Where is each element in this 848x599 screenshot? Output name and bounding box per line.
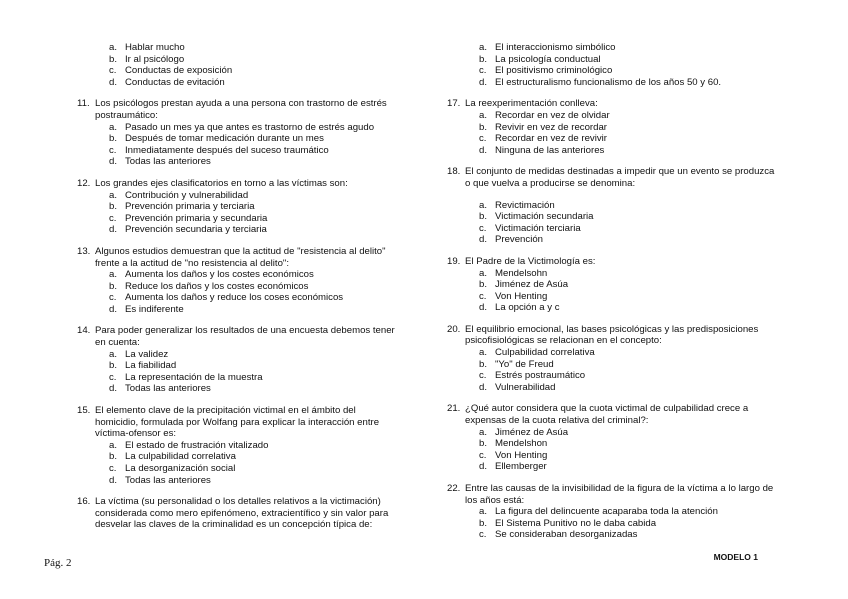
question-number: 13. xyxy=(77,245,91,257)
option-letter: c. xyxy=(109,371,117,383)
option-letter: c. xyxy=(109,144,117,156)
question-text xyxy=(77,178,397,190)
option-text: Prevención primaria y secundaria xyxy=(125,212,268,224)
option-letter: a. xyxy=(109,269,118,281)
question-text xyxy=(77,405,397,440)
answer-option xyxy=(479,302,777,314)
option-text: La opción a y c xyxy=(495,302,560,314)
option-text: Jiménez de Asúa xyxy=(495,426,569,438)
answer-option xyxy=(479,42,777,54)
question-text xyxy=(447,256,777,268)
option-letter: a. xyxy=(479,199,488,211)
answer-option xyxy=(109,269,397,281)
answer-option xyxy=(479,518,777,530)
question-block xyxy=(77,405,397,486)
option-letter: d. xyxy=(109,303,118,315)
answer-option xyxy=(479,234,777,246)
answer-option xyxy=(109,145,397,157)
answer-option xyxy=(109,77,397,89)
option-text: Culpabilidad correlativa xyxy=(495,347,595,359)
answer-option xyxy=(109,281,397,293)
question-stem: ¿Qué autor considera que la cuota victimal de culpabilidad crece a expensas de la cuota relativa del criminal?: xyxy=(465,403,749,427)
answer-option xyxy=(479,145,777,157)
spacer xyxy=(447,190,777,200)
option-text: Victimación terciaria xyxy=(495,222,581,234)
question-number: 20. xyxy=(447,323,461,335)
question-stem: Para poder generalizar los resultados de una encuesta debemos tener en cuenta: xyxy=(95,325,395,349)
option-list xyxy=(447,506,777,541)
option-letter: a. xyxy=(479,109,488,121)
option-text: Estrés postraumático xyxy=(495,370,586,382)
option-list xyxy=(77,349,397,395)
option-text: El estructuralismo funcionalismo de los años 50 y 60. xyxy=(495,76,722,88)
option-text: Conductas de evitación xyxy=(125,76,225,88)
question-stem: El Padre de la Victimología es: xyxy=(465,255,596,267)
answer-option xyxy=(479,359,777,371)
answer-option xyxy=(109,133,397,145)
answer-option xyxy=(109,451,397,463)
question-text xyxy=(447,166,777,189)
option-text: "Yo" de Freud xyxy=(495,358,554,370)
option-letter: b. xyxy=(479,53,488,65)
question-stem: El conjunto de medidas destinadas a impedir que un evento se produzca o que vuelva a producirse se denomina: xyxy=(465,166,775,189)
option-letter: b. xyxy=(109,360,118,372)
question-block xyxy=(77,325,397,395)
option-letter: c. xyxy=(479,529,487,541)
answer-option xyxy=(109,383,397,395)
question-stem: Algunos estudios demuestran que la actitud de "resistencia al delito" frente a la actitud de "no resistencia al delito": xyxy=(95,245,386,269)
option-letter: b. xyxy=(109,133,118,145)
question-stem: La víctima (su personalidad o los detalles relativos a la victimación) considerada como mero epifenómeno, extracientífico y sin valor para desvelar las claves de la criminalidad es un concepción típica de: xyxy=(95,496,389,531)
answer-option xyxy=(109,463,397,475)
option-text: Prevención primaria y terciaria xyxy=(125,201,255,213)
option-text: Aumenta los daños y reduce los coses económicos xyxy=(125,292,344,304)
option-list xyxy=(447,110,777,156)
option-letter: a. xyxy=(109,189,118,201)
question-text xyxy=(77,496,397,531)
option-text: Todas las anteriores xyxy=(125,383,211,395)
option-text: Von Henting xyxy=(495,290,548,302)
question-text xyxy=(77,325,397,348)
answer-option xyxy=(109,201,397,213)
answer-option xyxy=(109,122,397,134)
option-list xyxy=(447,268,777,314)
option-letter: b. xyxy=(479,517,488,529)
question-block xyxy=(447,403,777,473)
question-text xyxy=(77,98,397,121)
option-text: Ir al psicólogo xyxy=(125,53,185,65)
option-letter: a. xyxy=(109,439,118,451)
answer-option xyxy=(109,440,397,452)
option-text: Contribución y vulnerabilidad xyxy=(125,189,249,201)
option-letter: d. xyxy=(479,381,488,393)
option-text: El Sistema Punitivo no le daba cabida xyxy=(495,517,657,529)
option-letter: c. xyxy=(479,133,487,145)
answer-option xyxy=(479,506,777,518)
answer-option xyxy=(109,304,397,316)
option-letter: a. xyxy=(479,267,488,279)
question-number: 11. xyxy=(77,98,90,110)
question-block xyxy=(447,324,777,394)
option-letter: b. xyxy=(479,438,488,450)
option-text: Todas las anteriores xyxy=(125,474,211,486)
option-text: Hablar mucho xyxy=(125,42,185,53)
answer-option xyxy=(109,156,397,168)
option-letter: a. xyxy=(479,426,488,438)
option-list xyxy=(77,269,397,315)
answer-option xyxy=(479,370,777,382)
answer-option xyxy=(109,475,397,487)
option-text: La fiabilidad xyxy=(125,360,177,372)
option-text: Conductas de exposición xyxy=(125,65,233,77)
option-letter: c. xyxy=(479,65,487,77)
page-number: Pág. 2 xyxy=(44,557,72,569)
option-letter: c. xyxy=(109,212,117,224)
option-list xyxy=(447,347,777,393)
answer-option xyxy=(479,200,777,212)
answer-option xyxy=(479,133,777,145)
option-letter: a. xyxy=(109,348,118,360)
option-letter: d. xyxy=(479,144,488,156)
option-text: Jiménez de Asúa xyxy=(495,279,569,291)
answer-option xyxy=(109,42,397,54)
question-stem: El elemento clave de la precipitación victimal en el ámbito del homicidio, formulada por Wolfang para explicar la interacción entre víctima-ofensor es: xyxy=(95,405,380,440)
option-text: Victimación secundaria xyxy=(495,211,594,223)
option-text: Inmediatamente después del suceso traumático xyxy=(125,144,329,156)
question-number: 16. xyxy=(77,496,91,508)
option-letter: d. xyxy=(479,234,488,246)
answer-option xyxy=(109,360,397,372)
option-letter: c. xyxy=(479,222,487,234)
answer-option xyxy=(479,461,777,473)
option-letter: d. xyxy=(109,224,118,236)
option-letter: d. xyxy=(109,383,118,395)
question-block xyxy=(447,256,777,314)
answer-option xyxy=(479,382,777,394)
model-label: MODELO 1 xyxy=(713,552,758,562)
option-text: Se consideraban desorganizadas xyxy=(495,529,638,541)
option-letter: d. xyxy=(479,302,488,314)
question-stem: El equilibrio emocional, las bases psicológicas y las predisposiciones psicofisiológicas se relacionan en el concepto: xyxy=(465,323,759,347)
answer-option xyxy=(479,122,777,134)
option-text: La representación de la muestra xyxy=(125,371,263,383)
option-text: El positivismo criminológico xyxy=(495,65,613,77)
option-letter: b. xyxy=(109,280,118,292)
option-text: Pasado un mes ya que antes es trastorno de estrés agudo xyxy=(125,121,375,133)
option-text: Recordar en vez de revivir xyxy=(495,133,607,145)
answer-option xyxy=(109,213,397,225)
option-letter: d. xyxy=(109,156,118,168)
left-column xyxy=(77,42,397,541)
option-letter: d. xyxy=(479,76,488,88)
answer-option xyxy=(109,349,397,361)
option-text: Mendelsohn xyxy=(495,267,548,279)
option-text: La desorganización social xyxy=(125,463,236,474)
right-column xyxy=(447,42,777,551)
question-block xyxy=(77,496,397,531)
question-number: 12. xyxy=(77,177,91,189)
answer-option xyxy=(479,268,777,280)
option-letter: b. xyxy=(479,211,488,223)
option-text: El interaccionismo simbólico xyxy=(495,42,616,53)
option-letter: a. xyxy=(479,347,488,359)
option-letter: c. xyxy=(479,370,487,382)
question-stem: Los psicólogos prestan ayuda a una persona con trastorno de estrés postraumático: xyxy=(95,98,387,121)
answer-option xyxy=(479,65,777,77)
option-text: Revictimación xyxy=(495,199,555,211)
option-letter: d. xyxy=(479,461,488,473)
answer-option xyxy=(109,65,397,77)
question-block xyxy=(447,42,777,88)
option-list xyxy=(77,42,397,88)
question-stem: La reexperimentación conlleva: xyxy=(465,98,598,110)
question-block xyxy=(77,246,397,316)
question-block xyxy=(447,166,777,246)
answer-option xyxy=(479,438,777,450)
answer-option xyxy=(479,450,777,462)
question-number: 21. xyxy=(447,403,461,415)
question-text xyxy=(447,98,777,110)
option-list xyxy=(77,122,397,168)
question-block xyxy=(447,98,777,156)
answer-option xyxy=(479,427,777,439)
option-letter: c. xyxy=(109,463,117,474)
question-text xyxy=(77,246,397,269)
option-text: Revivir en vez de recordar xyxy=(495,121,607,133)
option-list xyxy=(447,427,777,473)
question-number: 15. xyxy=(77,405,91,417)
option-text: Vulnerabilidad xyxy=(495,381,556,393)
option-letter: c. xyxy=(479,449,487,461)
answer-option xyxy=(479,279,777,291)
option-letter: b. xyxy=(109,53,118,65)
answer-option xyxy=(109,292,397,304)
option-text: La validez xyxy=(125,348,169,360)
option-text: La psicología conductual xyxy=(495,53,601,65)
answer-option xyxy=(479,347,777,359)
option-letter: c. xyxy=(109,65,117,77)
answer-option xyxy=(479,291,777,303)
question-number: 14. xyxy=(77,325,91,337)
option-text: Es indiferente xyxy=(125,303,184,315)
option-letter: a. xyxy=(109,42,118,53)
question-block xyxy=(77,98,397,168)
answer-option xyxy=(109,372,397,384)
answer-option xyxy=(479,529,777,541)
answer-option xyxy=(479,223,777,235)
option-text: Mendelshon xyxy=(495,438,548,450)
option-text: Prevención secundaria y terciaria xyxy=(125,224,267,236)
option-letter: b. xyxy=(109,201,118,213)
option-text: Después de tomar medicación durante un mes xyxy=(125,133,324,145)
question-number: 18. xyxy=(447,166,461,178)
option-text: Ellemberger xyxy=(495,461,547,473)
question-block xyxy=(77,178,397,236)
question-block xyxy=(447,483,777,541)
option-text: La culpabilidad correlativa xyxy=(125,451,236,463)
option-text: Ninguna de las anteriores xyxy=(495,144,605,156)
answer-option xyxy=(479,211,777,223)
answer-option xyxy=(479,110,777,122)
option-text: Prevención xyxy=(495,234,543,246)
option-text: Todas las anteriores xyxy=(125,156,211,168)
option-letter: a. xyxy=(479,506,488,518)
option-text: Reduce los daños y los costes económicos xyxy=(125,280,309,292)
answer-option xyxy=(479,77,777,89)
option-list xyxy=(77,190,397,236)
option-list xyxy=(447,200,777,246)
option-list xyxy=(447,42,777,88)
answer-option xyxy=(109,54,397,66)
option-text: Recordar en vez de olvidar xyxy=(495,109,610,121)
option-letter: d. xyxy=(109,474,118,486)
option-letter: b. xyxy=(479,121,488,133)
question-text xyxy=(447,324,777,347)
option-text: Aumenta los daños y los costes económicos xyxy=(125,269,314,281)
answer-option xyxy=(109,224,397,236)
question-text xyxy=(447,483,777,506)
option-letter: c. xyxy=(109,292,117,304)
option-letter: a. xyxy=(479,42,488,53)
option-letter: c. xyxy=(479,290,487,302)
answer-option xyxy=(109,190,397,202)
option-letter: d. xyxy=(109,76,118,88)
answer-option xyxy=(479,54,777,66)
question-text xyxy=(447,403,777,426)
option-text: Von Henting xyxy=(495,449,548,461)
question-number: 22. xyxy=(447,483,461,494)
question-number: 19. xyxy=(447,255,461,267)
option-letter: b. xyxy=(109,451,118,463)
option-letter: b. xyxy=(479,358,488,370)
option-text: La figura del delincuente acaparaba toda la atención xyxy=(495,506,718,518)
question-block xyxy=(77,42,397,88)
option-text: El estado de frustración vitalizado xyxy=(125,439,269,451)
option-list xyxy=(77,440,397,486)
option-letter: a. xyxy=(109,121,118,133)
question-stem: Entre las causas de la invisibilidad de la figura de la víctima a lo largo de los años está: xyxy=(465,483,774,506)
question-number: 17. xyxy=(447,98,461,110)
option-letter: b. xyxy=(479,279,488,291)
question-stem: Los grandes ejes clasificatorios en torno a las víctimas son: xyxy=(95,177,348,189)
